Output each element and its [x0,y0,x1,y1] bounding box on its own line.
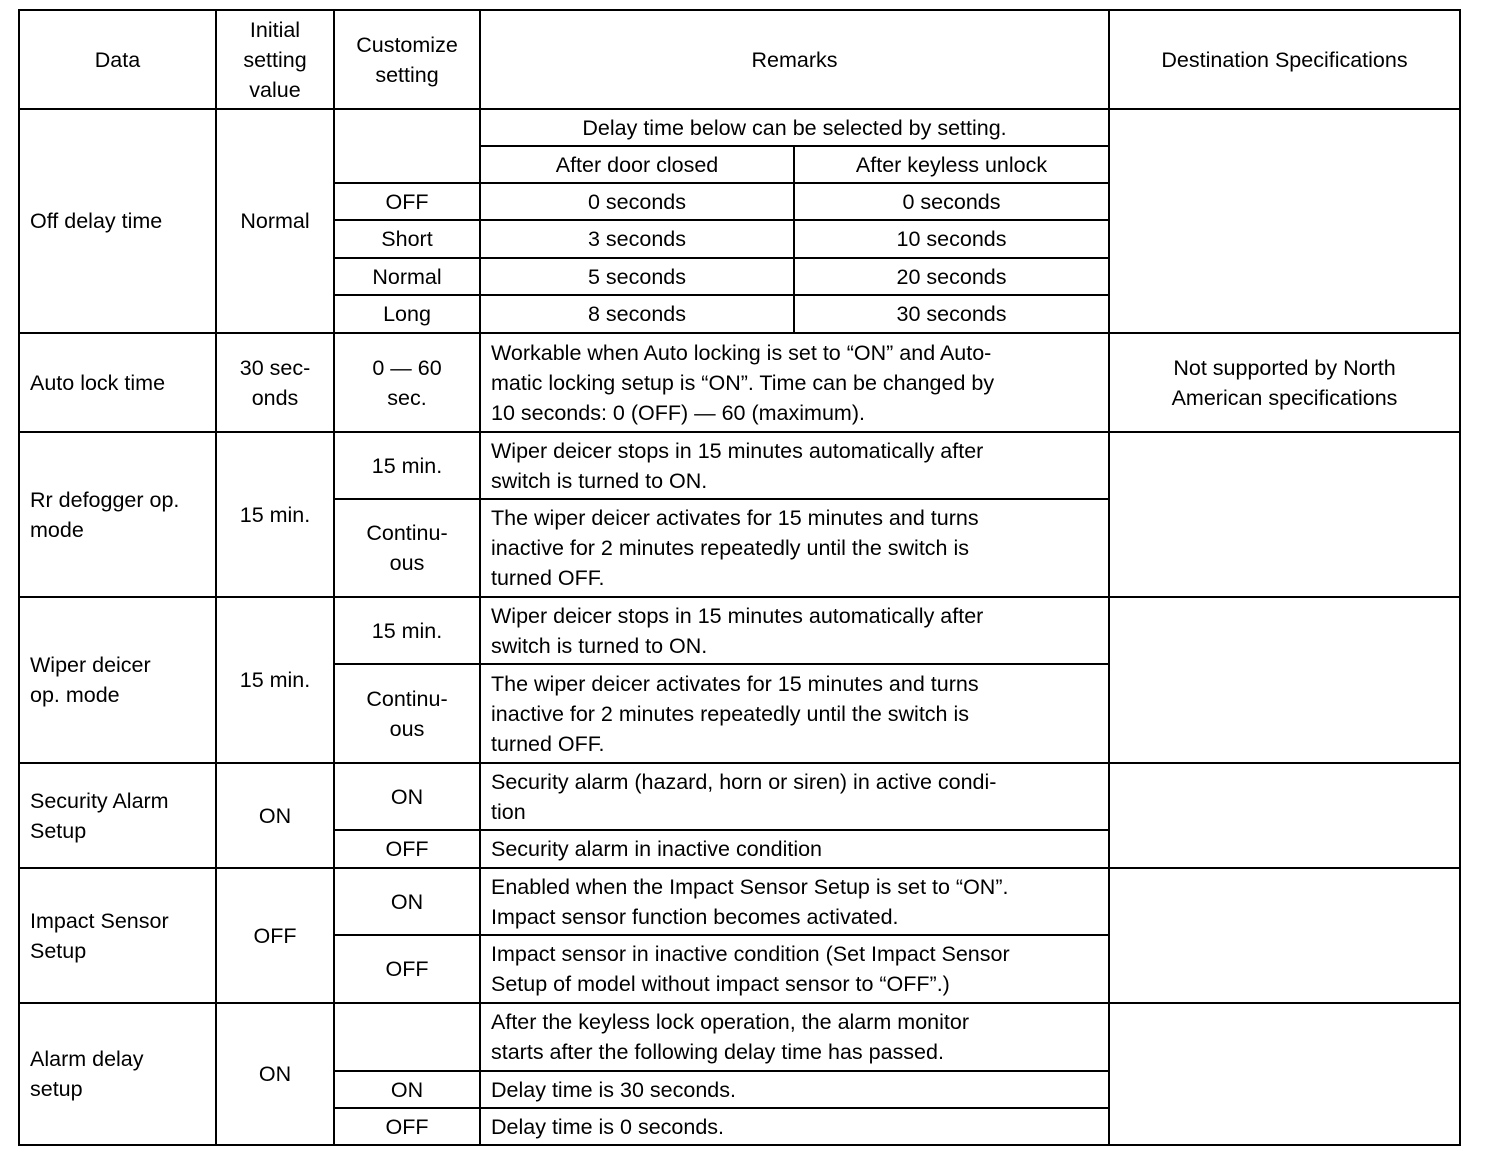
table-row [19,1003,1460,1071]
security-alarm-initial: ON [216,763,334,868]
rr-defogger-remark: The wiper deicer activates for 15 minutes and turns inactive for 2 minutes repeatedly until the switch is turned OFF. [480,499,1109,597]
auto-lock-name: Auto lock time [19,333,216,432]
off-delay-intro: Delay time below can be selected by setting. [480,109,1109,146]
impact-sensor-setting: OFF [334,935,480,1003]
off-delay-setting: Long [334,295,480,333]
auto-lock-remark: Workable when Auto locking is set to “ON” and Auto- matic locking setup is “ON”. Time can be changed by 10 seconds: 0 (OFF) — 60 (maximum). [480,333,1109,432]
rr-defogger-setting: 15 min. [334,432,480,499]
off-delay-col-after-door-closed: After door closed [480,146,794,183]
security-alarm-destination [1109,763,1460,868]
security-alarm-remark: Security alarm (hazard, horn or siren) in active condi- tion [480,763,1109,830]
header-data: Data [19,10,216,109]
rr-defogger-initial: 15 min. [216,432,334,597]
off-delay-initial: Normal [216,109,334,333]
impact-sensor-remark: Enabled when the Impact Sensor Setup is set to “ON”. Impact sensor function becomes activated. [480,868,1109,935]
off-delay-value-b: 10 seconds [794,220,1109,258]
header-destination-specifications: Destination Specifications [1109,10,1460,109]
header-customize-setting: Customize setting [334,10,480,109]
wiper-deicer-destination [1109,597,1460,763]
off-delay-setting: Normal [334,258,480,295]
impact-sensor-name: Impact Sensor Setup [19,868,216,1003]
table-row [19,109,1460,146]
table-row [19,432,1460,499]
wiper-deicer-initial: 15 min. [216,597,334,763]
header-row [19,10,1460,109]
off-delay-setting-blank [334,109,480,183]
header-remarks: Remarks [480,10,1109,109]
customize-settings-table [18,9,1461,1146]
off-delay-value-a: 3 seconds [480,220,794,258]
alarm-delay-name: Alarm delay setup [19,1003,216,1145]
rr-defogger-destination [1109,432,1460,597]
impact-sensor-remark: Impact sensor in inactive condition (Set Impact Sensor Setup of model without impact sensor to “OFF”.) [480,935,1109,1003]
off-delay-setting: Short [334,220,480,258]
table-row [19,763,1460,830]
wiper-deicer-name: Wiper deicer op. mode [19,597,216,763]
off-delay-col-after-keyless-unlock: After keyless unlock [794,146,1109,183]
impact-sensor-setting: ON [334,868,480,935]
rr-defogger-remark: Wiper deicer stops in 15 minutes automatically after switch is turned to ON. [480,432,1109,499]
auto-lock-setting: 0 — 60 sec. [334,333,480,432]
auto-lock-destination: Not supported by North American specifications [1109,333,1460,432]
rr-defogger-name: Rr defogger op. mode [19,432,216,597]
rr-defogger-setting: Continu- ous [334,499,480,597]
off-delay-value-b: 30 seconds [794,295,1109,333]
wiper-deicer-setting: Continu- ous [334,664,480,763]
security-alarm-name: Security Alarm Setup [19,763,216,868]
impact-sensor-destination [1109,868,1460,1003]
off-delay-value-b: 0 seconds [794,183,1109,220]
auto-lock-initial: 30 sec- onds [216,333,334,432]
off-delay-value-a: 5 seconds [480,258,794,295]
alarm-delay-initial: ON [216,1003,334,1145]
off-delay-value-a: 8 seconds [480,295,794,333]
security-alarm-remark: Security alarm in inactive condition [480,830,1109,868]
alarm-delay-setting: OFF [334,1108,480,1145]
security-alarm-setting: OFF [334,830,480,868]
alarm-delay-setting: ON [334,1071,480,1108]
off-delay-destination [1109,109,1460,333]
header-initial-setting-value: Initial setting value [216,10,334,109]
off-delay-value-a: 0 seconds [480,183,794,220]
alarm-delay-intro: After the keyless lock operation, the alarm monitor starts after the following delay time has passed. [480,1003,1109,1071]
off-delay-setting: OFF [334,183,480,220]
alarm-delay-remark: Delay time is 30 seconds. [480,1071,1109,1108]
table-row [19,597,1460,664]
security-alarm-setting: ON [334,763,480,830]
wiper-deicer-remark: Wiper deicer stops in 15 minutes automatically after switch is turned to ON. [480,597,1109,664]
alarm-delay-remark: Delay time is 0 seconds. [480,1108,1109,1145]
table-row [19,333,1460,432]
wiper-deicer-setting: 15 min. [334,597,480,664]
table-row [19,868,1460,935]
alarm-delay-destination [1109,1003,1460,1145]
alarm-delay-setting-blank [334,1003,480,1071]
off-delay-name: Off delay time [19,109,216,333]
off-delay-value-b: 20 seconds [794,258,1109,295]
wiper-deicer-remark: The wiper deicer activates for 15 minutes and turns inactive for 2 minutes repeatedly until the switch is turned OFF. [480,664,1109,763]
impact-sensor-initial: OFF [216,868,334,1003]
